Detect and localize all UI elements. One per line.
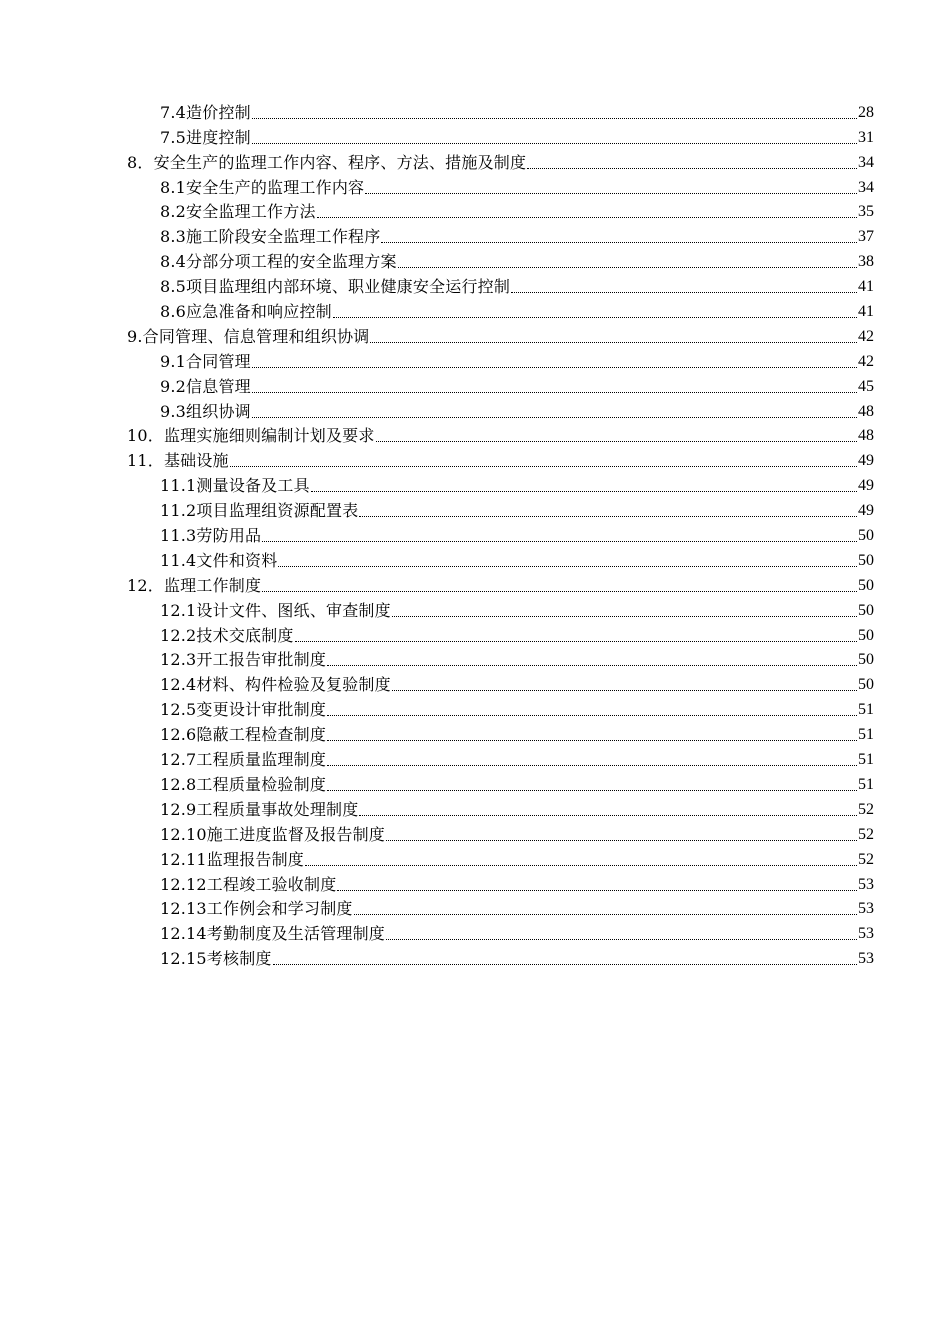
toc-dot-leader (252, 118, 857, 119)
toc-entry-page-number: 53 (858, 900, 874, 918)
toc-dot-leader (252, 367, 857, 368)
toc-dot-leader (327, 665, 857, 666)
toc-entry[interactable] (0, 919, 950, 944)
toc-entry[interactable] (0, 695, 950, 720)
toc-entry-page-number: 31 (858, 128, 874, 146)
toc-entry-title: 12.7工程质量监理制度 (160, 750, 327, 770)
toc-entry-page-number: 42 (858, 352, 874, 370)
toc-dot-leader (317, 217, 857, 218)
toc-entry[interactable] (0, 770, 950, 795)
toc-entry-title: 12.9工程质量事故处理制度 (160, 799, 359, 819)
toc-entry[interactable] (0, 621, 950, 646)
toc-entry[interactable] (0, 347, 950, 372)
toc-dot-leader (262, 591, 857, 592)
toc-entry-title: 8.6应急准备和响应控制 (160, 302, 332, 322)
toc-dot-leader (273, 964, 857, 965)
toc-entry-title: 8.1安全生产的监理工作内容 (160, 177, 365, 197)
toc-dot-leader (252, 417, 857, 418)
toc-entry[interactable] (0, 148, 950, 173)
toc-dot-leader (278, 566, 857, 567)
toc-entry-page-number: 49 (858, 452, 874, 470)
toc-dot-leader (305, 865, 857, 866)
toc-entry-page-number: 53 (858, 875, 874, 893)
toc-entry-title: 9.2信息管理 (160, 376, 251, 396)
toc-entry-page-number: 49 (858, 477, 874, 495)
toc-dot-leader (386, 939, 857, 940)
toc-dot-leader (327, 765, 857, 766)
toc-dot-leader (230, 466, 857, 467)
toc-entry[interactable] (0, 944, 950, 969)
toc-entry-page-number: 41 (858, 278, 874, 296)
toc-dot-leader (392, 690, 857, 691)
toc-entry-title: 11.2项目监理组资源配置表 (160, 501, 359, 521)
toc-entry-title: 12.14考勤制度及生活管理制度 (160, 924, 386, 944)
toc-entry-page-number: 50 (858, 626, 874, 644)
toc-entry-page-number: 48 (858, 427, 874, 445)
toc-entry[interactable] (0, 247, 950, 272)
toc-entry-title: 12．监理工作制度 (127, 575, 262, 595)
toc-entry[interactable] (0, 372, 950, 397)
toc-entry[interactable] (0, 795, 950, 820)
toc-entry-page-number: 34 (858, 178, 874, 196)
toc-dot-leader (333, 317, 857, 318)
toc-entry-page-number: 53 (858, 950, 874, 968)
toc-entry-title: 12.12工程竣工验收制度 (160, 874, 337, 894)
toc-entry-page-number: 50 (858, 527, 874, 545)
toc-entry-page-number: 50 (858, 551, 874, 569)
toc-dot-leader (370, 342, 857, 343)
toc-entry-title: 12.13工作例会和学习制度 (160, 899, 353, 919)
toc-entry-title: 9.3组织协调 (160, 401, 251, 421)
toc-entry[interactable] (0, 745, 950, 770)
toc-entry-title: 11.3劳防用品 (160, 526, 262, 546)
toc-entry[interactable] (0, 521, 950, 546)
toc-entry-page-number: 50 (858, 651, 874, 669)
toc-entry[interactable] (0, 322, 950, 347)
toc-entry[interactable] (0, 720, 950, 745)
toc-entry[interactable] (0, 820, 950, 845)
toc-entry-title: 11．基础设施 (127, 451, 229, 471)
toc-entry[interactable] (0, 272, 950, 297)
toc-entry-title: 9.合同管理、信息管理和组织协调 (127, 326, 370, 346)
toc-entry-title: 12.15考核制度 (160, 949, 272, 969)
toc-entry-page-number: 51 (858, 701, 874, 719)
toc-entry-title: 8.2安全监理工作方法 (160, 202, 316, 222)
toc-entry-page-number: 50 (858, 601, 874, 619)
toc-entry-title: 11.4文件和资料 (160, 550, 278, 570)
toc-entry[interactable] (0, 471, 950, 496)
toc-entry-title: 12.6隐蔽工程检查制度 (160, 725, 327, 745)
toc-entry-title: 8.4分部分项工程的安全监理方案 (160, 252, 397, 272)
toc-entry[interactable] (0, 297, 950, 322)
toc-entry-title: 12.10施工进度监督及报告制度 (160, 824, 386, 844)
toc-entry-page-number: 51 (858, 775, 874, 793)
toc-entry-page-number: 34 (858, 153, 874, 171)
toc-dot-leader (359, 516, 857, 517)
toc-entry[interactable] (0, 123, 950, 148)
toc-entry-title: 11.1测量设备及工具 (160, 476, 310, 496)
toc-entry[interactable] (0, 845, 950, 870)
toc-entry-page-number: 50 (858, 676, 874, 694)
toc-dot-leader (327, 715, 857, 716)
toc-dot-leader (392, 616, 857, 617)
toc-entry[interactable] (0, 596, 950, 621)
toc-entry-title: 12.11监理报告制度 (160, 849, 305, 869)
toc-entry-page-number: 51 (858, 751, 874, 769)
toc-entry[interactable] (0, 422, 950, 447)
toc-entry-title: 12.1设计文件、图纸、审查制度 (160, 600, 391, 620)
toc-dot-leader (398, 267, 857, 268)
toc-entry-page-number: 53 (858, 925, 874, 943)
toc-entry-title: 8．安全生产的监理工作内容、程序、方法、措施及制度 (127, 152, 527, 172)
toc-dot-leader (511, 292, 857, 293)
toc-dot-leader (327, 740, 857, 741)
toc-entry[interactable] (0, 173, 950, 198)
toc-dot-leader (337, 890, 857, 891)
toc-dot-leader (359, 815, 857, 816)
toc-entry[interactable] (0, 98, 950, 123)
toc-entry-page-number: 48 (858, 402, 874, 420)
toc-dot-leader (376, 441, 857, 442)
table-of-contents (0, 98, 950, 969)
toc-entry-page-number: 37 (858, 228, 874, 246)
toc-entry-title: 12.2技术交底制度 (160, 625, 294, 645)
toc-entry-page-number: 52 (858, 825, 874, 843)
toc-entry[interactable] (0, 496, 950, 521)
toc-entry-page-number: 41 (858, 303, 874, 321)
toc-entry[interactable] (0, 198, 950, 223)
toc-entry-page-number: 51 (858, 726, 874, 744)
toc-entry-title: 12.5变更设计审批制度 (160, 700, 327, 720)
toc-entry[interactable] (0, 546, 950, 571)
toc-entry-page-number: 45 (858, 377, 874, 395)
toc-dot-leader (381, 242, 857, 243)
toc-entry-title: 9.1合同管理 (160, 351, 251, 371)
toc-dot-leader (386, 840, 857, 841)
toc-entry-title: 8.3施工阶段安全监理工作程序 (160, 227, 381, 247)
toc-entry[interactable] (0, 870, 950, 895)
toc-entry-page-number: 28 (858, 103, 874, 121)
toc-dot-leader (365, 193, 857, 194)
toc-entry-title: 12.8工程质量检验制度 (160, 774, 327, 794)
toc-dot-leader (262, 541, 857, 542)
toc-entry-title: 7.5进度控制 (160, 127, 251, 147)
toc-entry-title: 12.3开工报告审批制度 (160, 650, 327, 670)
toc-entry-page-number: 52 (858, 850, 874, 868)
toc-entry[interactable] (0, 895, 950, 920)
toc-dot-leader (311, 491, 857, 492)
toc-entry-page-number: 35 (858, 203, 874, 221)
toc-entry-page-number: 42 (858, 327, 874, 345)
toc-entry-title: 12.4材料、构件检验及复验制度 (160, 675, 391, 695)
toc-dot-leader (527, 168, 857, 169)
toc-entry-title: 7.4造价控制 (160, 102, 251, 122)
toc-entry-page-number: 52 (858, 800, 874, 818)
toc-entry[interactable] (0, 222, 950, 247)
toc-dot-leader (327, 790, 857, 791)
toc-dot-leader (252, 392, 857, 393)
toc-entry[interactable] (0, 571, 950, 596)
toc-entry-page-number: 49 (858, 502, 874, 520)
toc-entry-title: 8.5项目监理组内部环境、职业健康安全运行控制 (160, 277, 511, 297)
toc-entry-title: 10．监理实施细则编制计划及要求 (127, 426, 375, 446)
toc-dot-leader (252, 143, 857, 144)
toc-entry[interactable] (0, 670, 950, 695)
toc-dot-leader (354, 914, 857, 915)
toc-entry-page-number: 38 (858, 253, 874, 271)
toc-entry[interactable] (0, 646, 950, 671)
toc-entry[interactable] (0, 397, 950, 422)
toc-entry[interactable] (0, 446, 950, 471)
toc-dot-leader (295, 641, 857, 642)
toc-entry-page-number: 50 (858, 576, 874, 594)
